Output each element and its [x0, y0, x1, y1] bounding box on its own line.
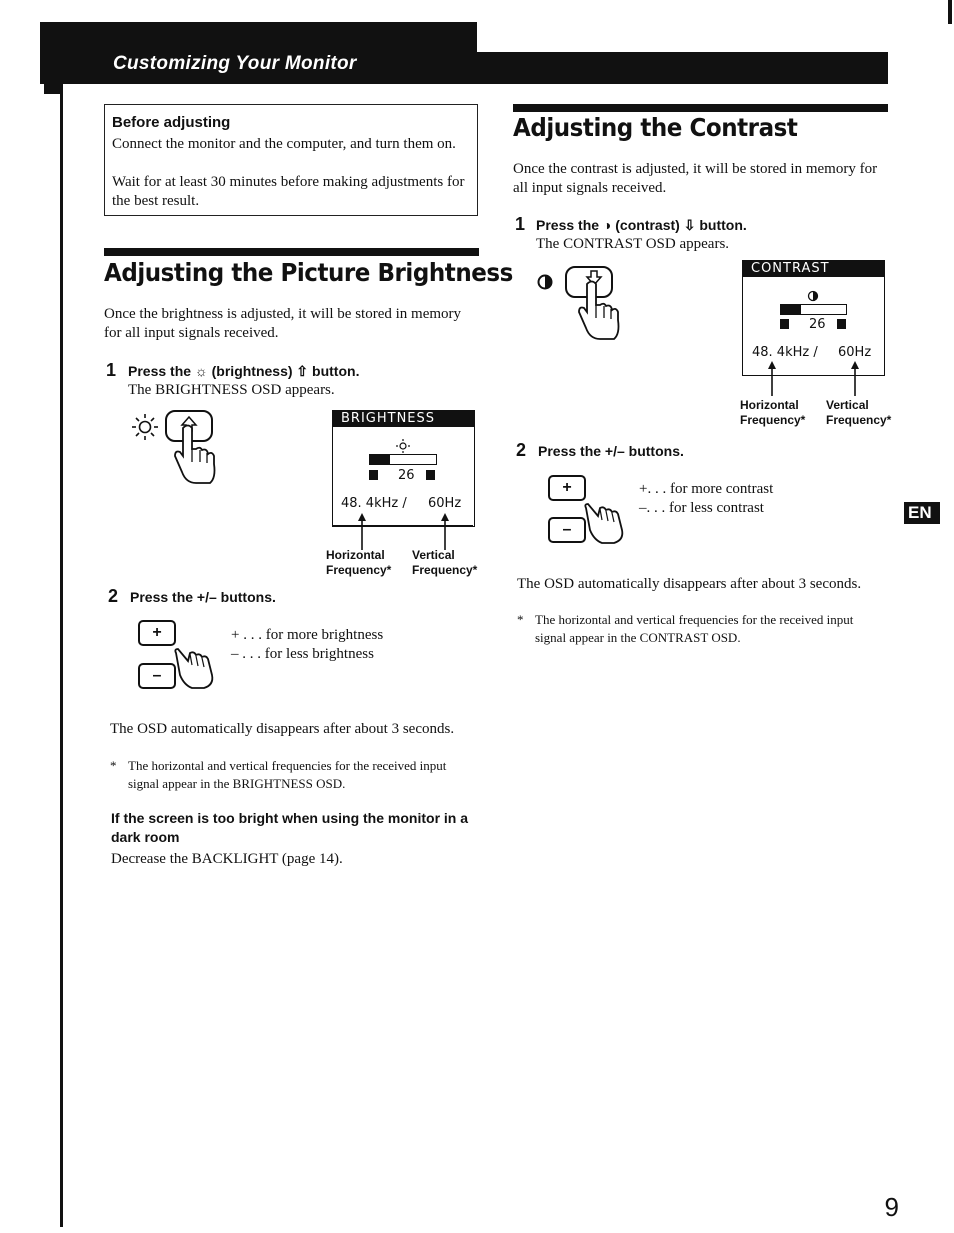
brightness-button-illustration — [130, 406, 220, 488]
left-margin-rule-cap — [44, 84, 62, 94]
contrast-plus-desc: +. . . for more contrast — [639, 481, 774, 497]
contrast-minus-desc: –. . . for less contrast — [639, 500, 764, 516]
brightness-heading-rule — [104, 248, 479, 256]
brightness-osd-value: 26 — [398, 468, 415, 483]
dark-room-text: Decrease the BACKLIGHT (page 14). — [111, 851, 343, 867]
brightness-level-bar — [369, 454, 437, 465]
contrast-step-1-text: Press the ◑ (contrast) ⇩ button. — [536, 217, 747, 233]
contrast-step-2-text: Press the +/– buttons. — [538, 443, 684, 459]
minus-button-icon: – — [138, 663, 176, 689]
contrast-icon — [539, 276, 552, 289]
plus-button-icon: + — [548, 475, 586, 501]
header-bar-top — [40, 22, 477, 56]
language-tab: EN — [904, 502, 940, 524]
contrast-auto-disappear: The OSD automatically disappears after about 3 seconds. — [517, 576, 862, 592]
contrast-icon — [807, 290, 819, 302]
brightness-step-1-text: Press the ☼ (brightness) ⇧ button. — [128, 363, 360, 379]
brightness-step-2-number: 2 — [108, 586, 119, 606]
contrast-hfreq-label: Horizontal Frequency* — [740, 398, 806, 427]
brightness-step-2-text: Press the +/– buttons. — [130, 589, 276, 605]
brightness-osd-hfreq: 48. 4kHz / — [341, 496, 407, 511]
minus-square-icon — [780, 319, 789, 329]
minus-button-icon: – — [548, 517, 586, 543]
contrast-osd-title: CONTRAST — [743, 261, 884, 277]
sun-icon — [396, 439, 410, 453]
brightness-auto-disappear: The OSD automatically disappears after about 3 seconds. — [110, 721, 455, 737]
contrast-level-bar — [780, 304, 847, 315]
frequency-pointers — [350, 512, 460, 550]
brightness-osd-vfreq: 60Hz — [428, 496, 462, 511]
dark-room-heading: If the screen is too bright when using the monitor in a dark room — [111, 810, 469, 845]
contrast-step-1-sub: The CONTRAST OSD appears. — [536, 236, 730, 252]
contrast-osd-value: 26 — [809, 317, 826, 332]
page-number: 9 — [884, 1192, 899, 1222]
before-adjusting-line-1: Connect the monitor and the computer, and turn them on. — [112, 136, 456, 152]
brightness-hfreq-label: Horizontal Frequency* — [326, 548, 392, 577]
contrast-osd-vfreq: 60Hz — [838, 345, 872, 360]
contrast-intro: Once the contrast is adjusted, it will be stored in memory for all input signals received. — [513, 161, 878, 196]
contrast-step-1-number: 1 — [515, 214, 526, 234]
brightness-vfreq-label: Vertical Frequency* — [412, 548, 478, 577]
minus-square-icon — [369, 470, 378, 480]
sun-icon — [132, 414, 158, 440]
brightness-note-star: * — [110, 758, 117, 773]
crop-mark — [948, 0, 952, 24]
brightness-step-1-number: 1 — [106, 360, 117, 380]
left-margin-rule — [60, 84, 63, 1227]
contrast-heading-rule — [513, 104, 888, 112]
plus-square-icon — [837, 319, 846, 329]
contrast-osd-hfreq: 48. 4kHz / — [752, 345, 818, 360]
plus-square-icon — [426, 470, 435, 480]
contrast-level-fill — [781, 305, 801, 314]
pointing-hand-icon — [580, 500, 626, 546]
frequency-pointers — [760, 360, 870, 398]
contrast-note-star: * — [517, 612, 524, 627]
brightness-step-1-sub: The BRIGHTNESS OSD appears. — [128, 382, 335, 398]
contrast-vfreq-label: Vertical Frequency* — [826, 398, 892, 427]
section-title: Customizing Your Monitor — [113, 53, 357, 74]
brightness-level-fill — [370, 455, 390, 464]
before-adjusting-title: Before adjusting — [112, 114, 231, 131]
contrast-step-2-number: 2 — [516, 440, 527, 460]
brightness-intro: Once the brightness is adjusted, it will be stored in memory for all input signals received. — [104, 306, 462, 341]
brightness-heading: Adjusting the Picture Brightness — [104, 258, 513, 287]
contrast-footnote: The horizontal and vertical frequencies for the received input signal appear in the CONTRAST OSD. — [535, 612, 854, 645]
brightness-plus-desc: + . . . for more brightness — [231, 627, 384, 643]
before-adjusting-line-2: Wait for at least 30 minutes before making adjustments for the best result. — [112, 174, 465, 209]
brightness-footnote: The horizontal and vertical frequencies for the received input signal appear in the BRIGHTNESS OSD. — [128, 758, 447, 791]
contrast-button-illustration — [534, 262, 624, 344]
contrast-heading: Adjusting the Contrast — [513, 113, 798, 142]
pointing-hand-icon — [170, 645, 216, 691]
brightness-osd-title: BRIGHTNESS — [333, 411, 474, 427]
brightness-minus-desc: – . . . for less brightness — [231, 646, 374, 662]
plus-button-icon: + — [138, 620, 176, 646]
